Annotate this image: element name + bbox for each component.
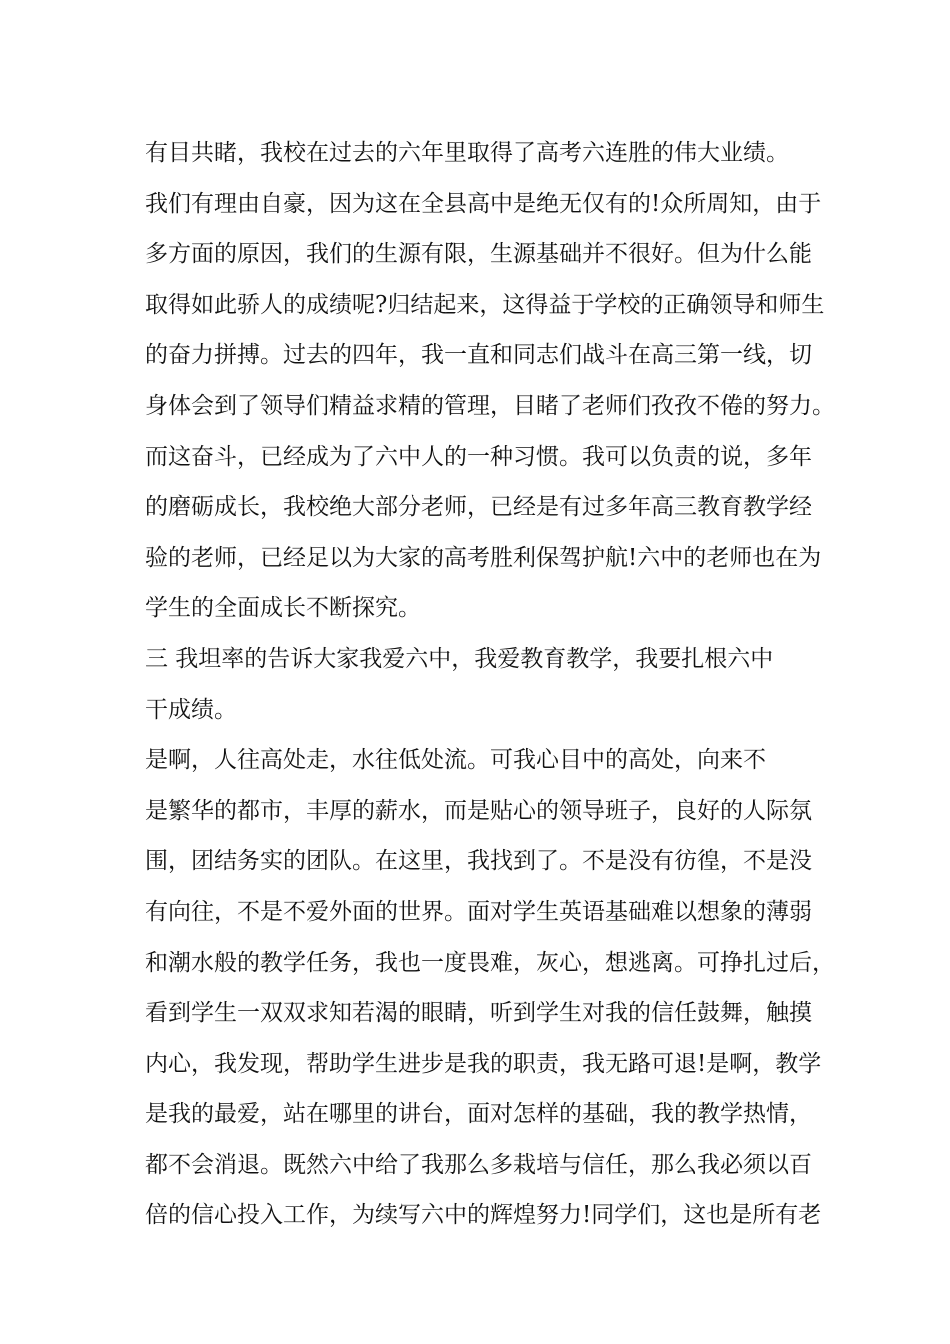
text-line: 三 我坦率的告诉大家我爱六中，我爱教育教学，我要扎根六中 [145,645,774,672]
text-line: 验的老师，已经足以为大家的高考胜利保驾护航!六中的老师也在为 [145,544,822,571]
text-line: 多方面的原因，我们的生源有限，生源基础并不很好。但为什么能 [145,241,812,268]
text-line: 都不会消退。既然六中给了我那么多栽培与信任，那么我必须以百 [145,1151,812,1178]
text-line: 内心，我发现，帮助学生进步是我的职责，我无路可退!是啊，教学 [145,1050,822,1077]
text-line: 取得如此骄人的成绩呢?归结起来，这得益于学校的正确领导和师生 [145,291,825,318]
text-line: 是我的最爱，站在哪里的讲台，面对怎样的基础，我的教学热情， [145,1101,812,1128]
text-line: 和潮水般的教学任务，我也一度畏难，灰心，想逃离。可挣扎过后， [145,949,835,976]
text-line: 围，团结务实的团队。在这里，我找到了。不是没有彷徨，不是没 [145,848,812,875]
text-line: 的磨砺成长，我校绝大部分老师，已经是有过多年高三教育教学经 [145,494,812,521]
body-text [145,128,845,1241]
text-line: 而这奋斗，已经成为了六中人的一种习惯。我可以负责的说，多年 [145,443,812,470]
text-line: 干成绩。 [145,696,237,723]
text-line: 有目共睹，我校在过去的六年里取得了高考六连胜的伟大业绩。 [145,140,789,166]
text-line: 是繁华的都市，丰厚的薪水，而是贴心的领导班子，良好的人际氛 [145,797,812,824]
text-line: 学生的全面成长不断探究。 [145,595,421,622]
text-line: 是啊，人往高处走，水往低处流。可我心目中的高处，向来不 [145,747,766,774]
text-line: 身体会到了领导们精益求精的管理，目睹了老师们孜孜不倦的努力。 [145,392,835,419]
text-line: 看到学生一双双求知若渴的眼睛，听到学生对我的信任鼓舞，触摸 [145,1000,812,1027]
text-line: 的奋力拼搏。过去的四年，我一直和同志们战斗在高三第一线，切 [145,342,812,369]
text-line: 我们有理由自豪，因为这在全县高中是绝无仅有的!众所周知，由于 [145,190,822,217]
text-line: 有向往，不是不爱外面的世界。面对学生英语基础难以想象的薄弱 [145,898,812,925]
text-line: 倍的信心投入工作，为续写六中的辉煌努力!同学们，这也是所有老 [145,1202,822,1229]
